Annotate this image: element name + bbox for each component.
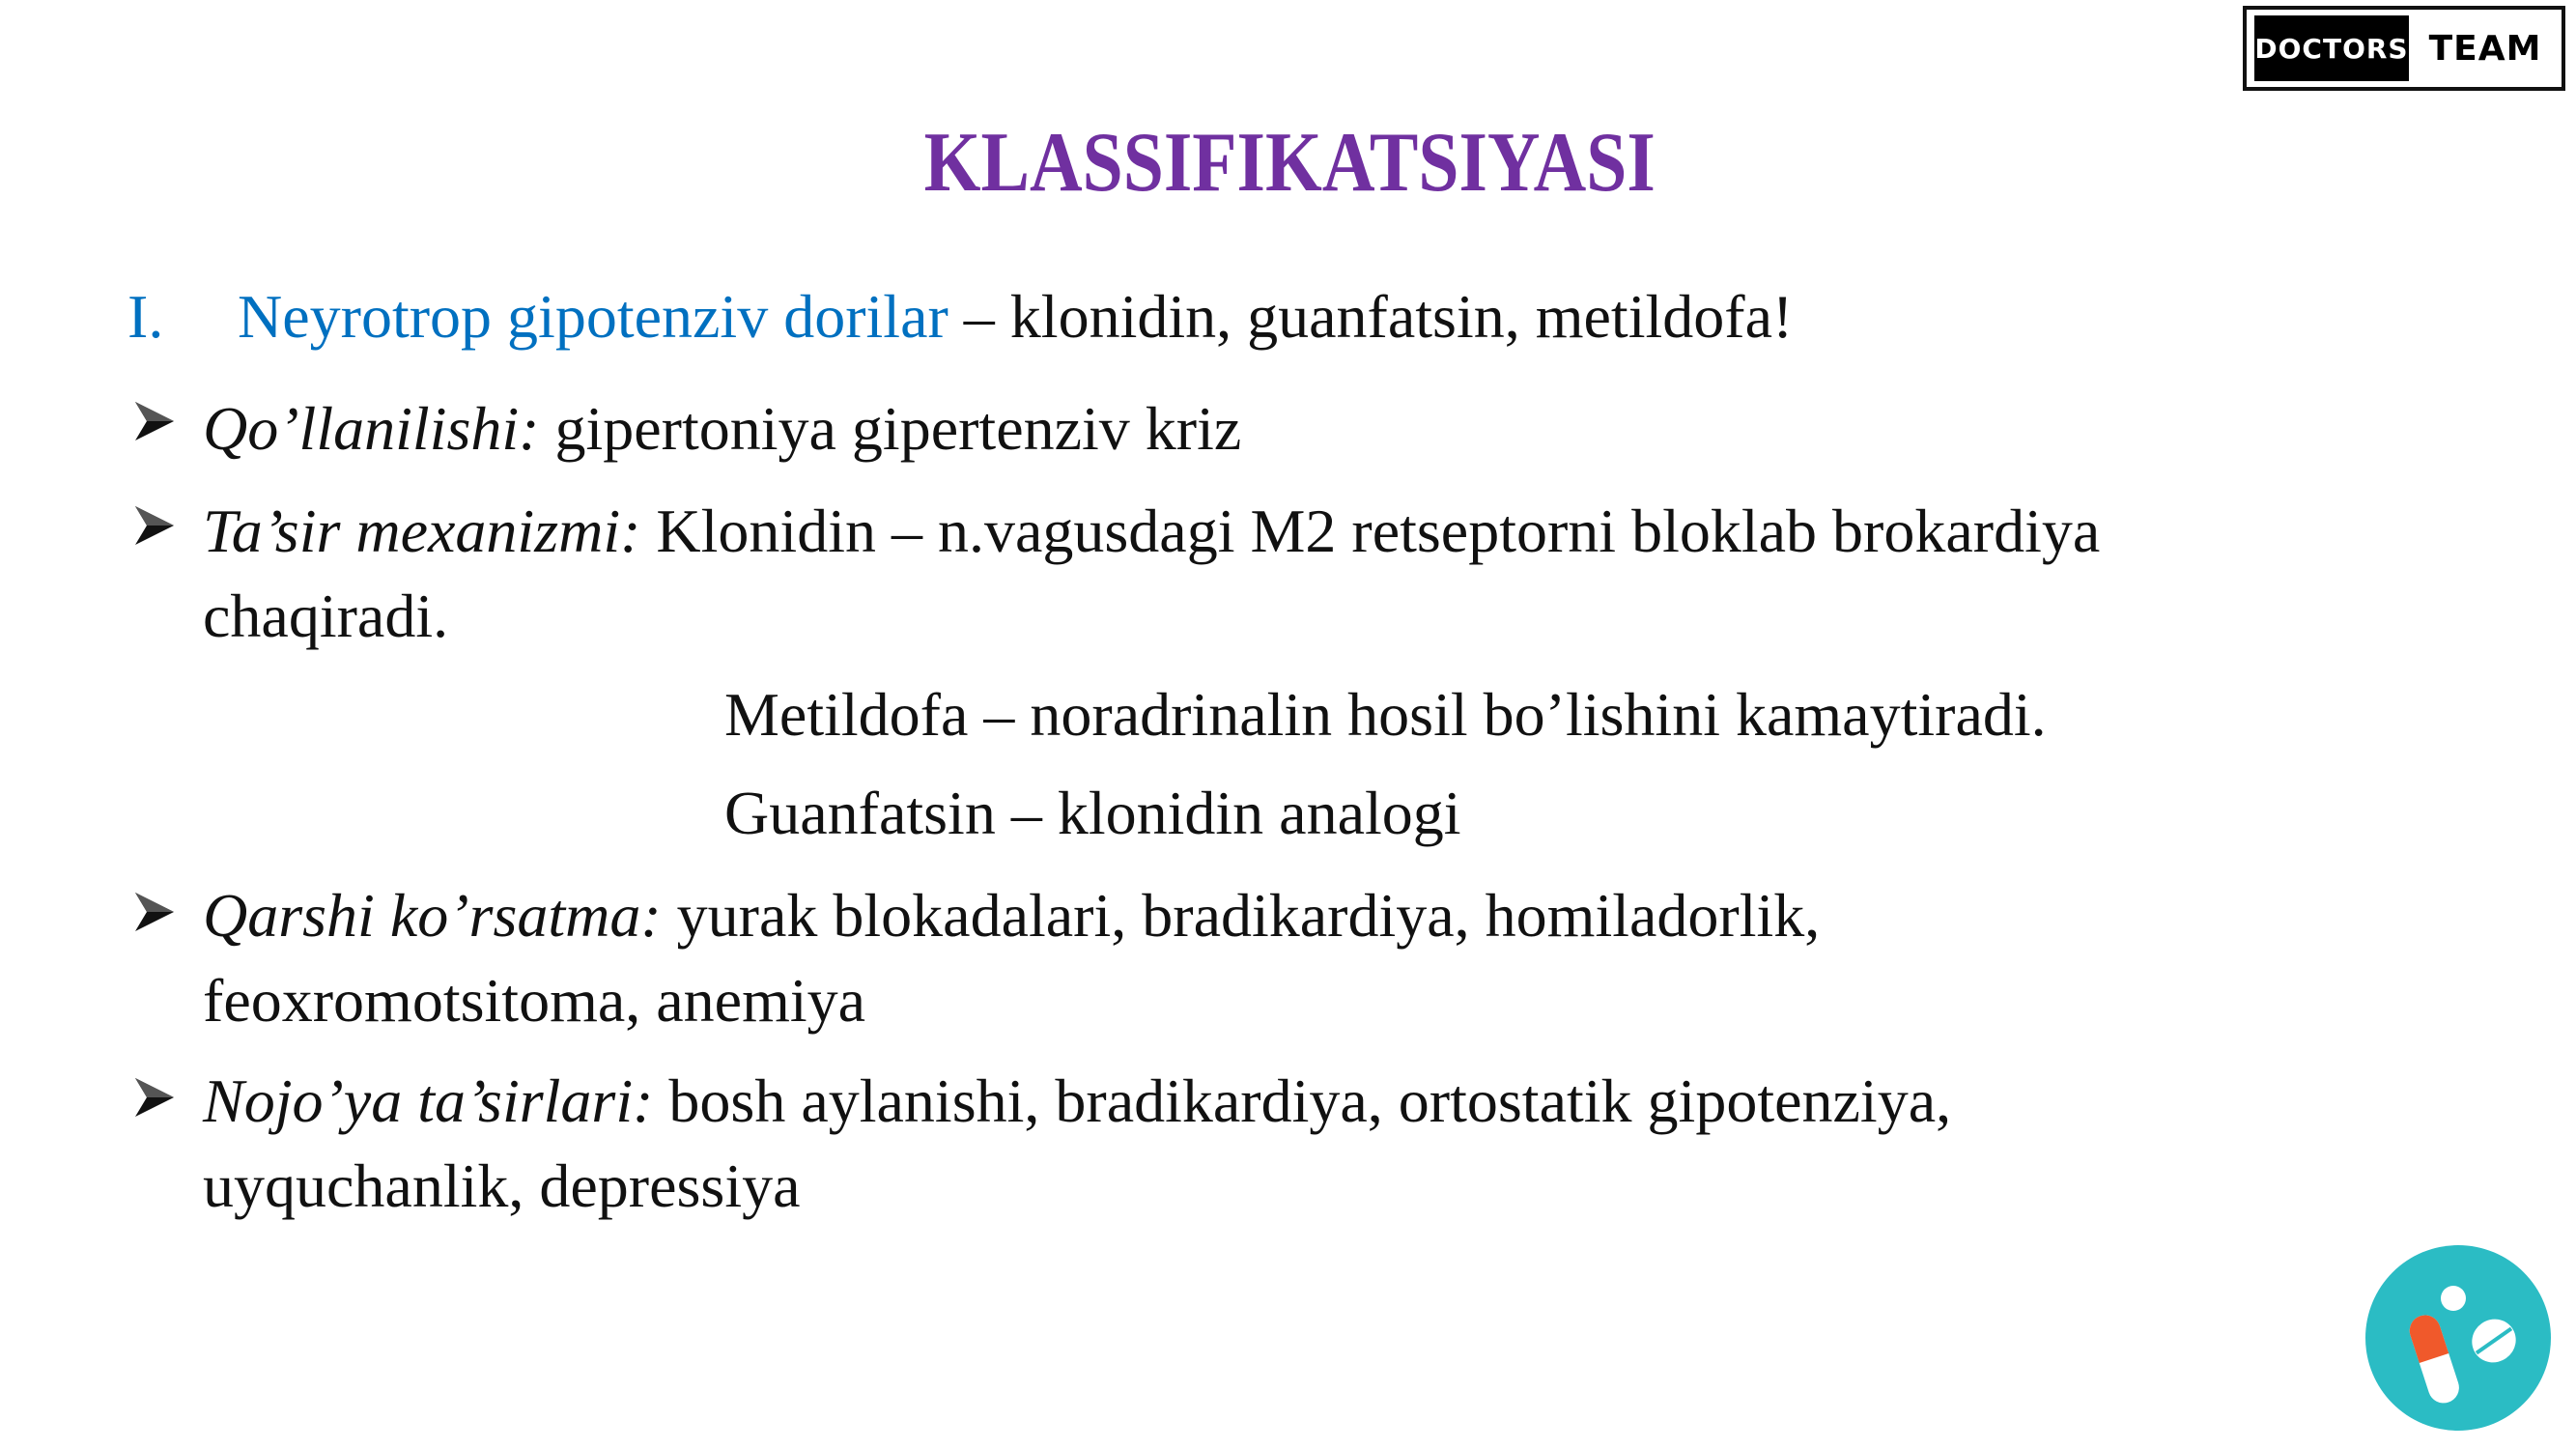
section-heading: Neyrotrop gipotenziv dorilar: [238, 282, 948, 351]
bullet-usage-label: Qo’llanilishi:: [203, 394, 540, 463]
doctors-team-logo: [2243, 6, 2565, 91]
bullet-usage: [203, 394, 1242, 463]
bullet-contraindications-continuation: feoxromotsitoma, anemiya: [203, 966, 866, 1035]
slide-title: KLASSIFIKATSIYASI: [923, 116, 1656, 210]
arrowhead-bullet-icon: [133, 1076, 184, 1126]
arrowhead-bullet-icon: [133, 400, 184, 450]
bullet-mechanism-text: Klonidin – n.vagusdagi M2 retseptorni bloklab brokardiya: [640, 497, 2101, 565]
mechanism-guanfatsin: Guanfatsin – klonidin analogi: [724, 779, 1461, 847]
bullet-side-effects-label: Nojo’ya ta’sirlari:: [203, 1066, 654, 1135]
bullet-mechanism-continuation: chaqiradi.: [203, 582, 449, 650]
logo-team-text: TEAM: [2428, 28, 2542, 69]
bullet-side-effects-text: bosh aylanishi, bradikardiya, ortostatik gipotenziya,: [653, 1066, 1952, 1135]
mechanism-metildofa: Metildofa – noradrinalin hosil bo’lishini kamaytiradi.: [724, 680, 2047, 749]
section-heading-line: [127, 282, 1794, 351]
arrowhead-bullet-icon: [133, 891, 184, 941]
bullet-contraindications-label: Qarshi ko’rsatma:: [203, 881, 662, 950]
pill-capsule-icon: [2364, 1244, 2552, 1432]
bullet-contraindications: [203, 881, 1821, 950]
bullet-side-effects-continuation: uyquchanlik, depressiya: [203, 1151, 801, 1220]
bullet-usage-text: gipertoniya gipertenziv kriz: [539, 394, 1242, 463]
bullet-side-effects: [203, 1066, 1952, 1135]
bullet-contraindications-text: yurak blokadalari, bradikardiya, homiladorlik,: [661, 881, 1821, 950]
bullet-mechanism-label: Ta’sir mexanizmi:: [203, 497, 641, 565]
bullet-mechanism: [203, 497, 2101, 565]
arrowhead-bullet-icon: [133, 504, 184, 554]
logo-doctors-text: DOCTORS: [2254, 15, 2409, 81]
section-heading-drugs: – klonidin, guanfatsin, metildofa!: [948, 282, 1794, 351]
section-numeral: I.: [127, 282, 164, 351]
